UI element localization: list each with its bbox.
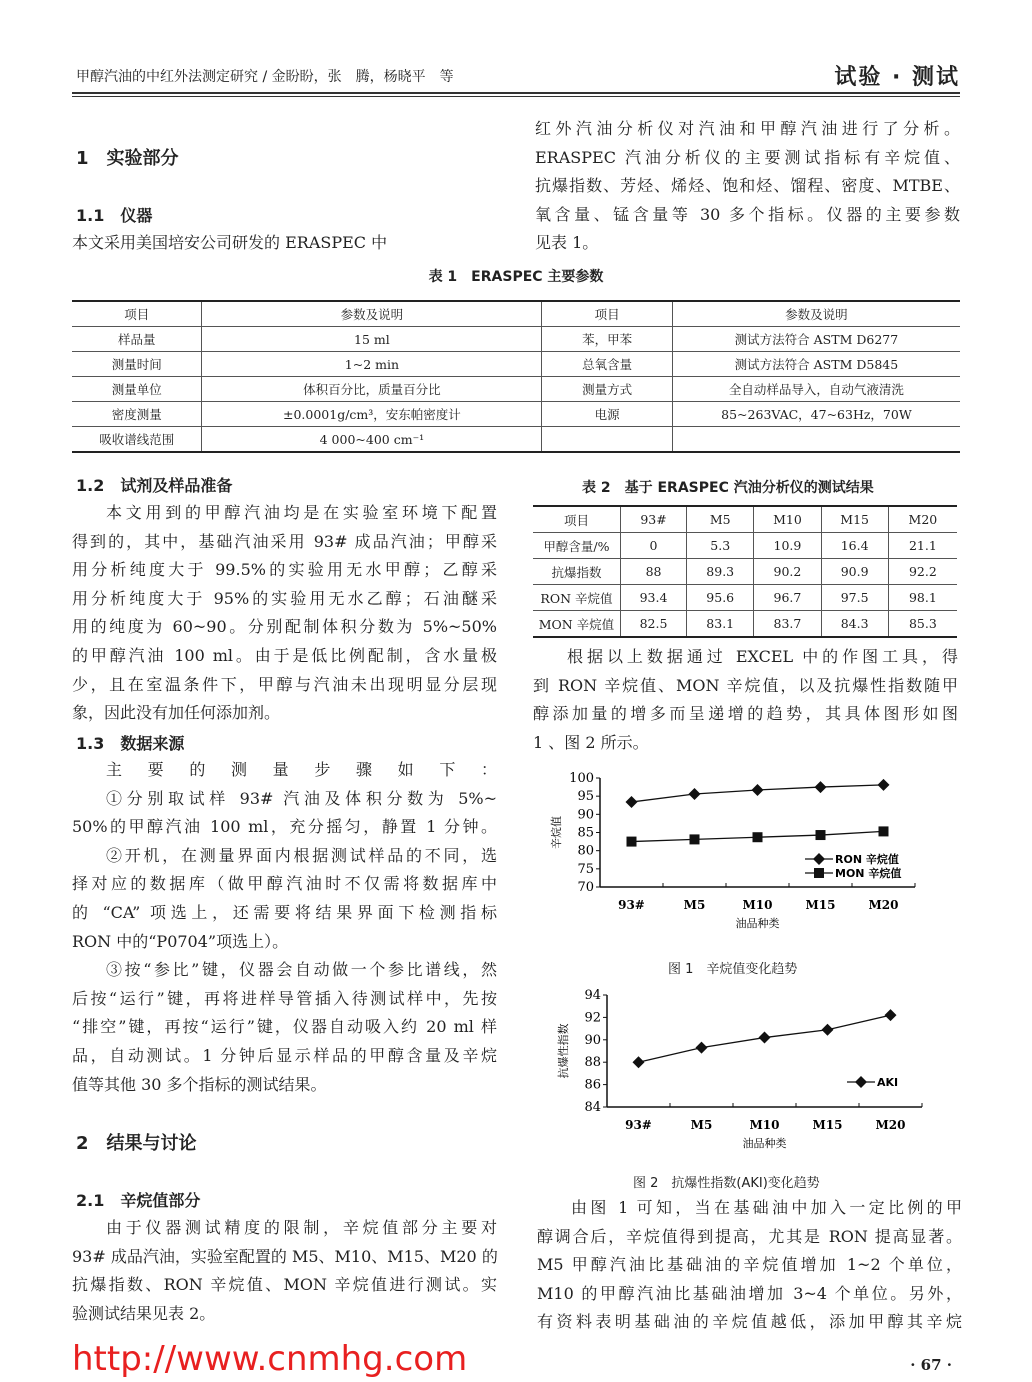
data-point <box>759 1032 771 1044</box>
text-line: 红外汽油分析仪对汽油和甲醇汽油进行了分析。 <box>535 119 960 138</box>
y-tick-label: 94 <box>584 988 601 1003</box>
text-line: 见表 1。 <box>535 233 599 253</box>
text-line: M10 的甲醇汽油比基础油增加 3~4 个单位。另外， <box>537 1283 962 1303</box>
section-1-3-heading: 1.3 数据来源 <box>76 734 185 753</box>
watermark-url: http://www.cnmhg.com <box>72 1339 468 1379</box>
table-cell: 样品量 <box>72 327 202 352</box>
section-2-heading: 2 结果与讨论 <box>76 1133 197 1154</box>
legend-marker <box>814 868 824 878</box>
table-cell: 测试方法符合 ASTM D5845 <box>672 352 960 377</box>
table-row <box>72 427 960 453</box>
data-point <box>815 781 827 793</box>
table-cell: 项目 <box>72 301 202 327</box>
data-point <box>878 779 890 791</box>
data-point <box>822 1024 834 1036</box>
table-header-row <box>533 506 957 533</box>
table-cell: ±0.0001g/cm³，安东帕密度计 <box>202 402 542 427</box>
table-cell: M15 <box>821 506 888 533</box>
text-line: 93# 成品汽油，实验室配置的 M5、M10、M15、M20 的 <box>72 1246 498 1266</box>
table-cell: 测试方法符合 ASTM D6277 <box>672 327 960 352</box>
text-line: 抗爆指数、芳烃、烯烃、饱和烃、馏程、密度、MTBE、 <box>535 176 960 196</box>
text-line: 本文采用美国培安公司研发的 ERASPEC 中 <box>72 233 388 252</box>
table-row <box>72 352 960 377</box>
y-tick-label: 70 <box>577 880 594 895</box>
table-cell: M10 <box>754 506 821 533</box>
table-header-row <box>72 301 960 327</box>
table-row <box>533 585 957 611</box>
figure-1-chart <box>530 760 950 940</box>
data-point <box>627 837 637 847</box>
text-line: “排空”键，再按“运行”键，仪器自动吸入约 20 ml 样 <box>72 1017 497 1037</box>
text-line: 本文用到的甲醇汽油均是在实验室环境下配置 <box>106 503 497 522</box>
table-cell: RON 辛烷值 <box>533 585 620 611</box>
figure-2-caption: 图 2 抗爆性指数(AKI)变化趋势 <box>633 1176 820 1191</box>
x-tick-label: M20 <box>875 1118 906 1132</box>
running-title: 甲醇汽油的中红外法测定研究 / 金盼盼，张 腾，杨晓平 等 <box>76 69 454 85</box>
table-cell: 98.1 <box>888 585 957 611</box>
text-line: 用分析纯度大于 95%的实验用无水乙醇；石油醚采 <box>72 588 497 608</box>
table-cell: 5.3 <box>687 533 754 559</box>
table-row <box>533 559 957 585</box>
table-cell: M5 <box>687 506 754 533</box>
table-cell: 92.2 <box>888 559 957 585</box>
table-row <box>533 611 957 638</box>
legend-label: RON 辛烷值 <box>835 853 899 866</box>
section-1-heading: 1 实验部分 <box>76 148 179 169</box>
right-paragraph-1 <box>535 115 960 258</box>
y-tick-label: 92 <box>584 1010 601 1026</box>
text-line: 用的纯度为 60~90。分别配制体积分数为 5%~50% <box>72 617 497 637</box>
table-cell: 0 <box>620 533 686 559</box>
x-tick-label: 93# <box>618 898 645 912</box>
table-cell: MON 辛烷值 <box>533 611 620 638</box>
text-line: 值等其他 30 多个指标的测试结果。 <box>72 1074 327 1094</box>
text-line: 醇调合后，辛烷值得到提高，尤其是 RON 提高显著。 <box>537 1226 962 1246</box>
data-point <box>690 834 700 844</box>
table-1 <box>72 300 960 453</box>
table-cell: 82.5 <box>620 611 686 638</box>
x-tick-label: M15 <box>812 1118 843 1132</box>
text-line: 抗爆指数、RON 辛烷值、MON 辛烷值进行测试。实 <box>72 1275 497 1295</box>
table-cell: 88 <box>620 559 686 585</box>
text-line: 象，因此没有加任何添加剂。 <box>72 703 281 723</box>
x-tick-label: M5 <box>690 1118 713 1132</box>
header-rule-thin <box>72 96 960 97</box>
table-cell: 苯，甲苯 <box>542 327 673 352</box>
table-2-caption: 表 2 基于 ERASPEC 汽油分析仪的测试结果 <box>582 480 874 496</box>
table-cell: 测量单位 <box>72 377 202 402</box>
y-tick-label: 90 <box>577 807 594 823</box>
table-cell: 85.3 <box>888 611 957 638</box>
x-tick-label: 93# <box>625 1118 652 1132</box>
paragraph-1-3 <box>72 756 497 1099</box>
legend-label: MON 辛烷值 <box>835 867 902 880</box>
data-point <box>752 784 764 796</box>
text-line: 到 RON 辛烷值、MON 辛烷值，以及抗爆性指数随甲 <box>533 675 958 695</box>
table-cell: 总氧含量 <box>542 352 673 377</box>
text-line: 后按“运行”键，再将进样导管插入待测试样中，先按 <box>72 988 497 1008</box>
legend-label: AKI <box>877 1076 899 1089</box>
header-rule <box>72 92 960 94</box>
text-line: 50%的甲醇汽油 100 ml，充分摇匀，静置 1 分钟。 <box>72 817 497 837</box>
table-cell: 项目 <box>542 301 673 327</box>
table-row <box>533 533 957 559</box>
legend-marker <box>855 1076 867 1088</box>
table-cell: 15 ml <box>202 327 542 352</box>
table-cell: 93.4 <box>620 585 686 611</box>
y-tick-label: 85 <box>577 825 594 841</box>
x-axis-label: 油品种类 <box>735 917 780 930</box>
text-line: 的甲醇汽油 100 ml。由于是低比例配制，含水量极 <box>72 645 497 665</box>
text-line: 醇添加量的增多而呈递增的趋势，其具体图形如图 <box>533 704 958 724</box>
x-tick-label: M20 <box>868 898 899 912</box>
data-point <box>689 788 701 800</box>
text-line: 由于仪器测试精度的限制，辛烷值部分主要对 <box>106 1218 497 1237</box>
text-line: 主要的测量步骤如下： <box>106 760 497 779</box>
text-line: 根据以上数据通过 EXCEL 中的作图工具，得 <box>567 647 958 666</box>
y-tick-label: 95 <box>577 789 594 805</box>
data-point <box>885 1009 897 1021</box>
text-line: ③按“参比”键，仪器会自动做一个参比谱线，然 <box>106 960 497 980</box>
x-tick-label: M15 <box>805 898 836 912</box>
text-line: ①分别取试样 93# 汽油及体积分数为 5%~ <box>106 788 497 808</box>
table-row <box>72 377 960 402</box>
table-cell <box>542 427 673 453</box>
y-tick-label: 75 <box>577 861 594 877</box>
y-tick-label: 80 <box>577 843 594 859</box>
y-axis-label: 抗爆性指数 <box>557 1023 570 1079</box>
right-paragraph-3 <box>537 1194 962 1337</box>
table-row <box>72 402 960 427</box>
paragraph-1-2 <box>72 499 497 728</box>
data-point <box>626 796 638 808</box>
table-cell: 83.7 <box>754 611 821 638</box>
y-tick-label: 88 <box>584 1055 601 1071</box>
table-cell: 16.4 <box>821 533 888 559</box>
table-cell: 90.2 <box>754 559 821 585</box>
paragraph-2-1 <box>72 1214 497 1328</box>
table-cell: 10.9 <box>754 533 821 559</box>
text-line: 由图 1 可知，当在基础油中加入一定比例的甲 <box>571 1198 962 1217</box>
table-cell: 97.5 <box>821 585 888 611</box>
text-line: RON 中的“P0704”项选上）。 <box>72 931 289 951</box>
text-line: 少，且在室温条件下，甲醇与汽油未出现明显分层现 <box>72 674 497 694</box>
text-line: ERASPEC 汽油分析仪的主要测试指标有辛烷值、 <box>535 147 960 167</box>
text-line: 品，自动测试。1 分钟后显示样品的甲醇含量及辛烷 <box>72 1045 497 1065</box>
table-cell: 21.1 <box>888 533 957 559</box>
text-line: 有资料表明基础油的辛烷值越低，添加甲醇其辛烷 <box>537 1312 962 1332</box>
table-cell: 测量方式 <box>542 377 673 402</box>
x-axis-label: 油品种类 <box>742 1137 787 1150</box>
table-cell: 抗爆指数 <box>533 559 620 585</box>
table-cell: 参数及说明 <box>202 301 542 327</box>
table-cell: 电源 <box>542 402 673 427</box>
table-cell: 密度测量 <box>72 402 202 427</box>
table-cell <box>672 427 960 453</box>
table-cell: 85~263VAC，47~63Hz，70W <box>672 402 960 427</box>
figure-1-caption: 图 1 辛烷值变化趋势 <box>668 962 798 977</box>
section-2-1-heading: 2.1 辛烷值部分 <box>76 1191 201 1210</box>
right-paragraph-2 <box>533 643 958 757</box>
table-cell: 4 000~400 cm⁻¹ <box>202 427 542 453</box>
table-cell: 84.3 <box>821 611 888 638</box>
table-cell: 95.6 <box>687 585 754 611</box>
figure-2-chart <box>530 980 950 1155</box>
data-point <box>816 830 826 840</box>
data-point <box>633 1056 645 1068</box>
table-cell: 项目 <box>533 506 620 533</box>
y-tick-label: 100 <box>569 771 594 786</box>
legend-marker <box>813 853 825 865</box>
y-tick-label: 90 <box>584 1032 601 1048</box>
table-cell: 89.3 <box>687 559 754 585</box>
table-2 <box>533 505 957 638</box>
data-point <box>753 832 763 842</box>
table-cell: 93# <box>620 506 686 533</box>
section-1-2-heading: 1.2 试剂及样品准备 <box>76 476 233 495</box>
data-point <box>696 1042 708 1054</box>
table-cell: 吸收谱线范围 <box>72 427 202 453</box>
text-line: 验测试结果见表 2。 <box>72 1303 216 1323</box>
text-line: 1 、图 2 所示。 <box>533 732 649 752</box>
table-1-caption: 表 1 ERASPEC 主要参数 <box>428 269 604 285</box>
table-row <box>72 327 960 352</box>
table-cell: 参数及说明 <box>672 301 960 327</box>
text-line: ②开机，在测量界面内根据测试样品的不同，选 <box>106 845 497 865</box>
section-label: 试验 · 测试 <box>834 65 960 90</box>
x-tick-label: M5 <box>683 898 706 912</box>
y-tick-label: 86 <box>584 1077 601 1093</box>
table-cell: 1~2 min <box>202 352 542 377</box>
page-number: · 67 · <box>910 1356 952 1374</box>
section-1-1-heading: 1.1 仪器 <box>76 206 153 225</box>
table-cell: 体积百分比，质量百分比 <box>202 377 542 402</box>
text-line: 氧含量、锰含量等 30 多个指标。仪器的主要参数 <box>535 204 960 224</box>
text-line: 择对应的数据库（做甲醇汽油时不仅需将数据库中 <box>72 874 497 894</box>
x-tick-label: M10 <box>742 898 773 912</box>
y-tick-label: 84 <box>584 1100 601 1115</box>
table-cell: 96.7 <box>754 585 821 611</box>
table-cell: 全自动样品导入，自动气液清洗 <box>672 377 960 402</box>
text-line: M5 甲醇汽油比基础油的辛烷值增加 1~2 个单位， <box>537 1255 962 1275</box>
table-cell: 83.1 <box>687 611 754 638</box>
x-tick-label: M10 <box>749 1118 780 1132</box>
table-cell: M20 <box>888 506 957 533</box>
table-cell: 测量时间 <box>72 352 202 377</box>
text-line: 得到的，其中，基础汽油采用 93# 成品汽油；甲醇采 <box>72 531 497 551</box>
text-line: 用分析纯度大于 99.5%的实验用无水甲醇；乙醇采 <box>72 560 497 580</box>
left-paragraph-1 <box>72 229 497 258</box>
table-cell: 甲醇含量/% <box>533 533 620 559</box>
table-cell: 90.9 <box>821 559 888 585</box>
data-point <box>879 826 889 836</box>
text-line: 的 “CA” 项选上，还需要将结果界面下检测指标 <box>72 902 497 922</box>
y-axis-label: 辛烷值 <box>550 816 563 849</box>
